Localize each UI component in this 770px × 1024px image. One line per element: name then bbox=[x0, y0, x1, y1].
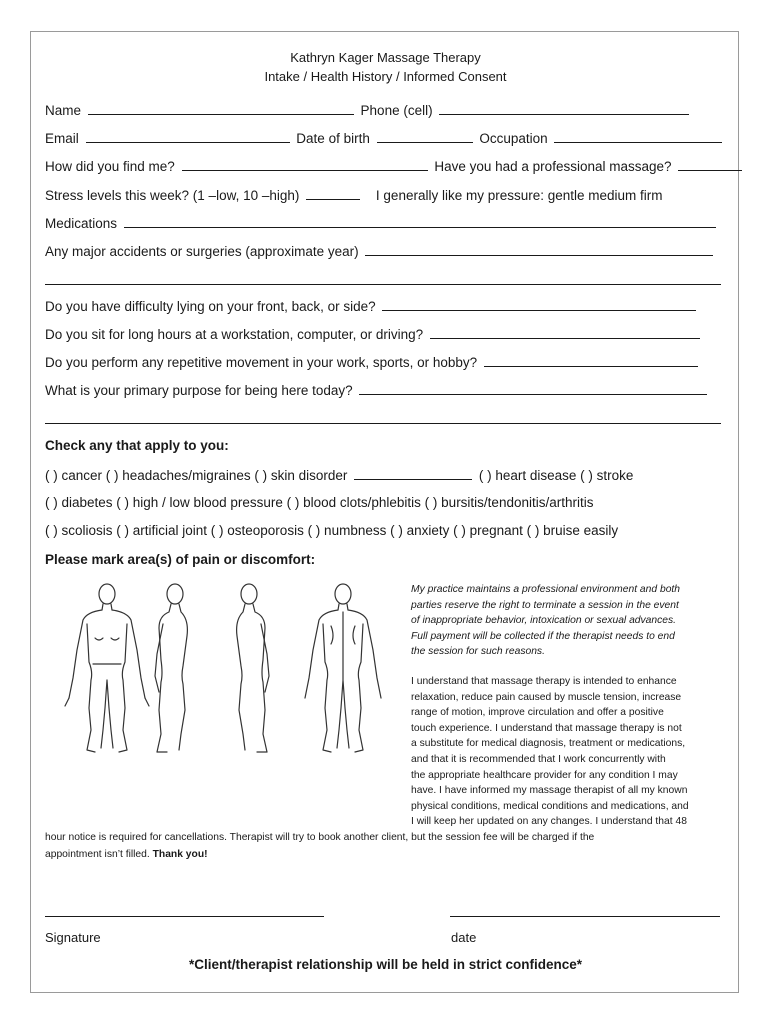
phone-label: Phone (cell) bbox=[360, 103, 433, 118]
dob-field[interactable] bbox=[377, 130, 473, 143]
name-phone-row bbox=[45, 102, 692, 118]
date-label: date bbox=[451, 930, 477, 945]
lying-label: Do you have difficulty lying on your front, back, or side? bbox=[45, 299, 376, 314]
phone-field[interactable] bbox=[439, 102, 689, 115]
consent-line: relaxation, reduce pain caused by muscle tension, increase bbox=[411, 691, 682, 703]
consent-line: I understand that massage therapy is intended to enhance bbox=[411, 676, 677, 687]
signature-label: Signature bbox=[45, 930, 101, 945]
accidents-label: Any major accidents or surgeries (approximate year) bbox=[45, 244, 359, 259]
consent-line: a substitute for medical diagnosis, treatment or medications, bbox=[411, 738, 686, 750]
policy-line: Full payment will be collected if the therapist needs to end bbox=[411, 630, 675, 642]
how-find-label: How did you find me? bbox=[45, 159, 175, 174]
medications-label: Medications bbox=[45, 216, 118, 231]
stress-label: Stress levels this week? (1 –low, 10 –high) bbox=[45, 188, 300, 203]
conditions-row-1a[interactable]: ( ) cancer ( ) headaches/migraines ( ) skin disorder bbox=[45, 468, 348, 483]
consent-wide-line-2-text: appointment isn’t filled. bbox=[45, 849, 150, 860]
email-label: Email bbox=[45, 131, 79, 146]
accidents-extra-line[interactable] bbox=[45, 284, 721, 285]
consent-line: I will keep her updated on any changes. I understand that 48 bbox=[411, 816, 687, 828]
sit-field[interactable] bbox=[430, 326, 700, 339]
purpose-row bbox=[45, 382, 710, 398]
prof-massage-field[interactable] bbox=[678, 158, 742, 171]
how-find-field[interactable] bbox=[182, 158, 428, 171]
stress-field[interactable] bbox=[306, 187, 360, 200]
medications-row bbox=[45, 215, 719, 231]
occupation-label: Occupation bbox=[479, 131, 548, 146]
form-subtitle: Intake / Health History / Informed Consent bbox=[264, 69, 507, 84]
policy-line: the session for such reasons. bbox=[411, 646, 545, 658]
repetitive-label: Do you perform any repetitive movement in your work, sports, or hobby? bbox=[45, 355, 478, 370]
consent-line: physical conditions, medical conditions and medications, and bbox=[411, 800, 689, 812]
consent-paragraph bbox=[411, 674, 726, 830]
dob-label: Date of birth bbox=[296, 131, 370, 146]
conditions-heading: Check any that apply to you: bbox=[45, 438, 229, 453]
thank-you-text: Thank you! bbox=[152, 849, 208, 860]
accidents-field[interactable] bbox=[365, 243, 713, 256]
conditions-row-1 bbox=[45, 467, 633, 483]
lying-field[interactable] bbox=[382, 298, 696, 311]
consent-line: the appropriate healthcare provider for any condition I may bbox=[411, 769, 678, 781]
consent-wide-line-1: hour notice is required for cancellations. Therapist will try to book another client, but the session fee will be charged if the bbox=[45, 832, 595, 843]
email-field[interactable] bbox=[86, 130, 290, 143]
intake-form-page bbox=[30, 31, 739, 993]
occupation-field[interactable] bbox=[554, 130, 722, 143]
email-row bbox=[45, 130, 725, 146]
referral-row bbox=[45, 158, 745, 174]
policy-line: parties reserve the right to terminate a session in the event bbox=[411, 599, 679, 611]
policy-paragraph bbox=[411, 582, 726, 660]
conditions-row-1b[interactable]: ( ) heart disease ( ) stroke bbox=[478, 468, 634, 483]
pain-heading: Please mark area(s) of pain or discomfort: bbox=[45, 552, 316, 567]
repetitive-field[interactable] bbox=[484, 354, 698, 367]
form-title: Kathryn Kager Massage Therapy bbox=[290, 50, 481, 65]
pressure-label[interactable]: I generally like my pressure: gentle medium firm bbox=[375, 188, 663, 203]
consent-line: range of motion, improve circulation and offer a positive bbox=[411, 707, 664, 719]
repetitive-row bbox=[45, 354, 701, 370]
consent-wide-line-2 bbox=[45, 847, 208, 863]
signature-line[interactable] bbox=[45, 916, 324, 917]
date-line[interactable] bbox=[450, 916, 720, 917]
sit-label: Do you sit for long hours at a workstation, computer, or driving? bbox=[45, 327, 424, 342]
purpose-extra-line[interactable] bbox=[45, 423, 721, 424]
purpose-label: What is your primary purpose for being here today? bbox=[45, 383, 353, 398]
sit-row bbox=[45, 326, 703, 342]
prof-massage-label: Have you had a professional massage? bbox=[434, 159, 672, 174]
accidents-row bbox=[45, 243, 716, 259]
name-label: Name bbox=[45, 103, 82, 118]
body-diagram[interactable] bbox=[47, 580, 398, 762]
consent-line: have. I have informed my massage therapist of all my known bbox=[411, 785, 688, 797]
name-field[interactable] bbox=[88, 102, 354, 115]
lying-row bbox=[45, 298, 699, 314]
policy-line: My practice maintains a professional environment and both bbox=[411, 584, 681, 595]
consent-line: and that it is recommended that I work concurrently with bbox=[411, 753, 666, 765]
conditions-row-2[interactable]: ( ) diabetes ( ) high / low blood pressure ( ) blood clots/phlebitis ( ) bursitis/tendonitis/arthritis bbox=[45, 495, 594, 510]
skin-disorder-field[interactable] bbox=[354, 467, 472, 480]
confidentiality-footer: *Client/therapist relationship will be held in strict confidence* bbox=[188, 957, 583, 972]
consent-line: touch experience. I understand that massage therapy is not bbox=[411, 722, 682, 734]
policy-line: of inappropriate behavior, intoxication or sexual advances. bbox=[411, 615, 677, 627]
purpose-field[interactable] bbox=[359, 382, 707, 395]
medications-field[interactable] bbox=[124, 215, 716, 228]
conditions-row-3[interactable]: ( ) scoliosis ( ) artificial joint ( ) osteoporosis ( ) numbness ( ) anxiety ( ) pregnant ( ) bruise easily bbox=[45, 523, 619, 538]
stress-row bbox=[45, 187, 663, 203]
